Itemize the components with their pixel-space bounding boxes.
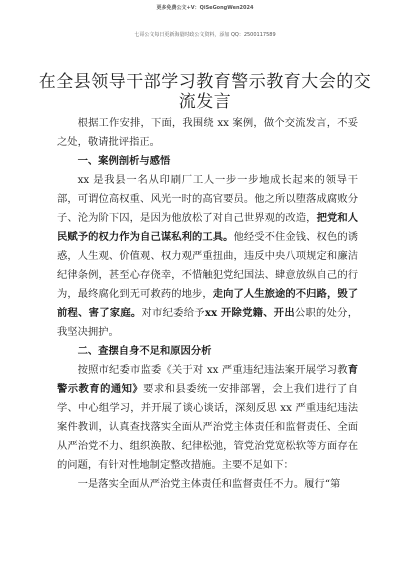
text-run: 对市纪委给予 bbox=[141, 307, 205, 319]
self-check-paragraph bbox=[57, 361, 358, 475]
promo-header: 更多免费公文+V：QiSeGongWen2024 bbox=[156, 5, 254, 11]
notice-header: 七哥公文每日更新海量时政公文资料，添加 QQ：2500117589 bbox=[134, 32, 276, 38]
text-run: xx 是我县一名从印刷厂工人一步一步地成长起来的领导干部，可谓位高权重、风光一时的高官要员。他之所以堕落成腐败分子、沦为阶下囚，是因为他放松了对自己世界观的改造， bbox=[57, 174, 358, 224]
text-run: 按照市纪委市监委《关于对 xx 严重违纪违法案开展学习教 bbox=[77, 364, 348, 376]
emphasis-text: 育警示教育的通知》 bbox=[57, 364, 358, 395]
text-run: 他经受不住金钱、权色的诱惑，人生观、价值观、权力观严重扭曲，违反中央八项规定和廉洁纪律条例，甚至心存侥幸，不惜触犯党纪国法、肆意放纵自己的行为，最终腐化到无可救药的地步， bbox=[57, 231, 359, 300]
document-body bbox=[57, 114, 358, 494]
section-heading-1: 一、案例剖析与感悟 bbox=[77, 155, 171, 167]
intro-paragraph: 根据工作安排，下面，我围绕 xx 案例，做个交流发言，不妥之处，敬请批评指正。 bbox=[57, 117, 358, 148]
point-one-paragraph: 一是落实全面从严治党主体责任和监督责任不力。履行“第 bbox=[77, 478, 341, 490]
emphasis-text: xx 开除党籍、开出 bbox=[204, 307, 295, 319]
case-analysis-paragraph bbox=[57, 171, 358, 342]
text-run: 要求和县委统一安排部署，会上我们进行了自学、中心组学习，并开展了谈心谈话，深刻反思 xx 严重违纪违法案件教训，认真查找落实全面从严治党主体责任和监督责任、全面从严治党不力、组织涣散、纪律松弛，管党治党宽松软等方面存在的问题，有针对性地制定整改措施。主要不足如下： bbox=[57, 383, 359, 471]
emphasis-text: 走向了人生旅途的不归路，毁了前程、害了家庭。 bbox=[57, 288, 359, 319]
document-title: 在全县领导干部学习教育警示教育大会的交流发言 bbox=[38, 72, 372, 112]
text-run: 公职的处分，我坚决拥护。 bbox=[57, 307, 359, 338]
section-heading-2: 二、查摆自身不足和原因分析 bbox=[77, 345, 212, 357]
emphasis-text: 把党和人民赋予的权力作为自己谋私利的工具。 bbox=[57, 212, 359, 243]
